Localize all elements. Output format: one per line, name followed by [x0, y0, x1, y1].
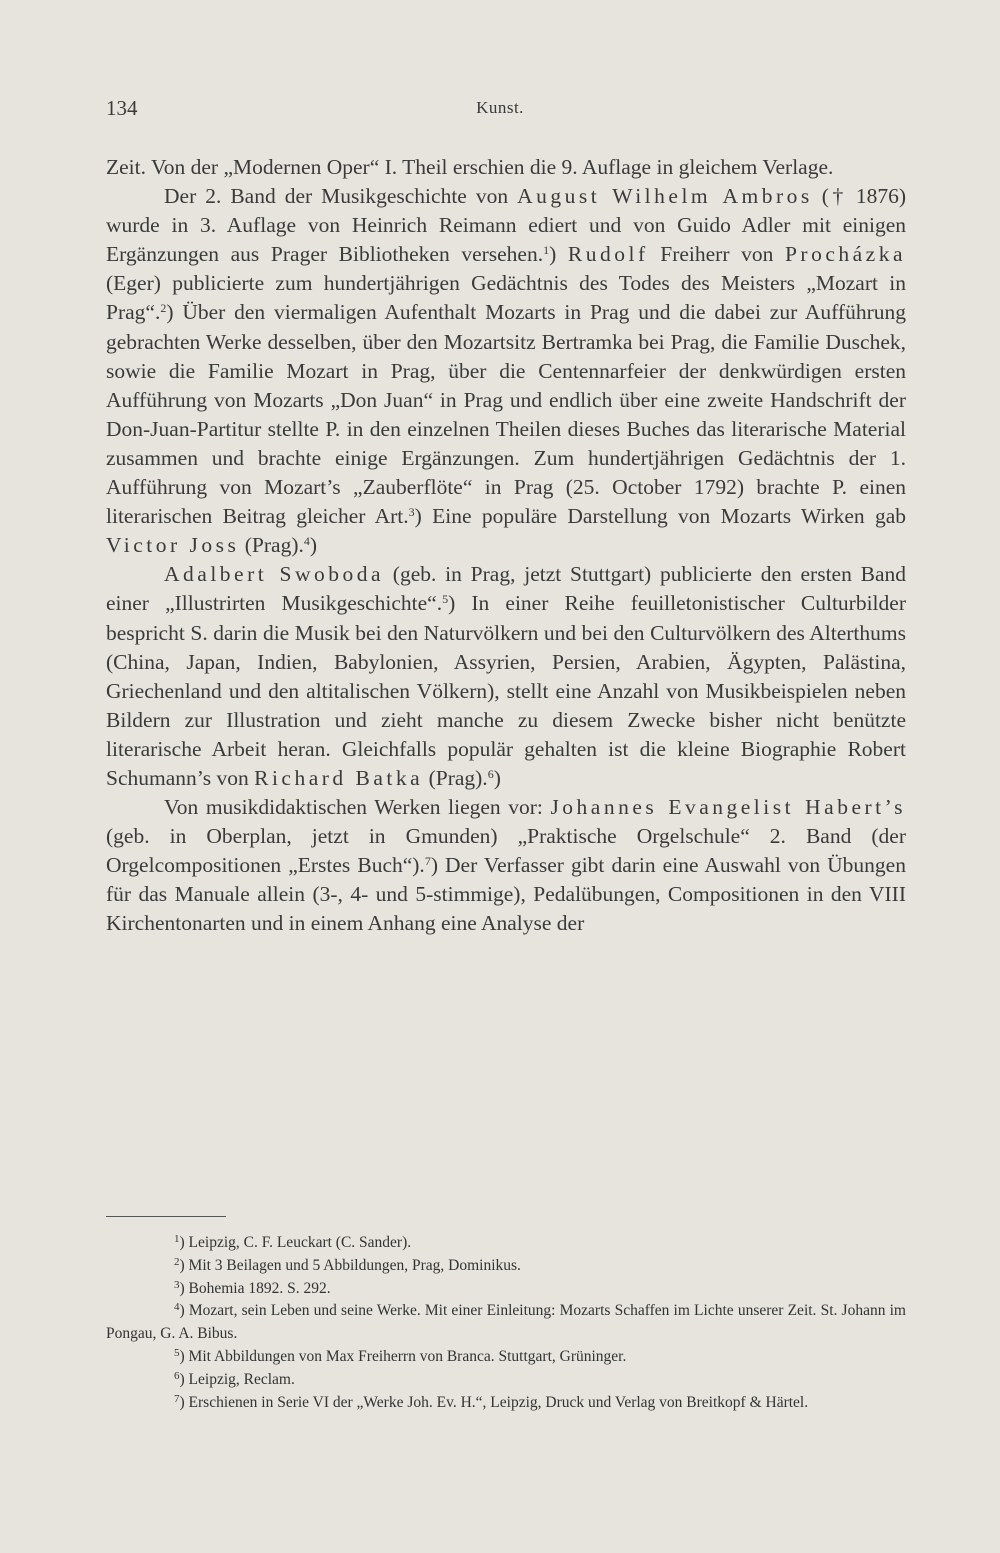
paragraph-text: (Eger) publicierte zum hundertjährigen Gedächtnis des Todes des Meisters „Mozart in Prag“. [106, 271, 906, 325]
person-name: Rudolf [567, 242, 649, 267]
footnote-mark: 7 [174, 1392, 180, 1405]
body-text [106, 153, 906, 939]
footnote-ref: 2 [160, 301, 167, 316]
paragraph-text: (Prag). [423, 765, 488, 790]
page-number: 134 [106, 96, 138, 120]
paragraph-text: Zeit. Von der „Modernen Oper“ I. Theil erschien die 9. Auflage in gleichem Verlage. [106, 155, 834, 179]
footnote-mark: 2 [174, 1255, 180, 1268]
footnote-ref: 7 [424, 854, 431, 869]
paragraph-text: ) [309, 533, 318, 558]
footnote-ref: 6 [487, 766, 494, 781]
paragraph-text: (geb. in Oberplan, jetzt in Gmunden) „Praktische Orgelschule“ 2. Band (der Orgelcompositionen „Erstes Buch“). [106, 824, 906, 878]
footnote-mark: 3 [174, 1278, 180, 1291]
footnote-mark: 6 [174, 1369, 180, 1382]
footnote-text: ) Mozart, sein Leben und seine Werke. Mit einer Einleitung: Mozarts Schaffen im Lichte unserer Zeit. St. Johann im Pongau, G. A. Bibus. [106, 1302, 906, 1343]
footnote-text: ) Leipzig, C. F. Leuckart (C. Sander). [179, 1234, 412, 1251]
paragraph-text: ) Über den viermaligen Aufenthalt Mozarts in Prag und die dabei zur Aufführung gebrachten Werke desselben, über den Mozartsitz Bertramka bei Prag, die Familie Duschek, sowie die Familie Mozart in Prag, über die Centennarfeier der denkwürdigen ersten Aufführung von Mozarts „Don Juan“ in Prag und endlich über eine zweite Handschrift der Don-Juan-Partitur stellte P. in den einzelnen Theilen dieses Buches das literarische Material zusammen und brachte einige Ergänzungen. Zum hundertjährigen Gedächtnis der 1. Aufführung von Mozart’s „Zauberflöte“ in Prag (25. October 1792) brachte P. einen literarischen Beitrag gleicher Art. [106, 300, 906, 529]
footnote-divider [106, 1216, 226, 1217]
footnote [106, 1255, 906, 1278]
person-name: Victor Joss [106, 533, 240, 558]
person-name: Richard Batka [254, 765, 424, 790]
footnote-mark: 1 [174, 1233, 180, 1245]
person-name: August Wilhelm Ambros [517, 184, 813, 209]
footnote [106, 1392, 906, 1415]
footnote-text: ) Erschienen in Serie VI der „Werke Joh. Ev. H.“, Leipzig, Druck und Verlag von Breitkopf & Härtel. [179, 1393, 809, 1411]
person-name: Adalbert Swoboda [164, 562, 385, 587]
paragraph-text: Von musikdidaktischen Werken liegen vor: [164, 795, 551, 820]
footnote-text: ) Mit Abbildungen von Max Freiherrn von Branca. Stuttgart, Grüninger. [179, 1347, 627, 1365]
footnote [106, 1278, 906, 1301]
footnote [106, 1232, 906, 1255]
paragraph [106, 793, 906, 938]
footnote-ref: 4 [303, 534, 310, 549]
paragraph [106, 182, 906, 560]
paragraph-text: Der 2. Band der Musikgeschichte von [164, 184, 518, 209]
paragraph-text: ) Der Verfasser gibt darin eine Auswahl von Übungen für das Manuale allein (3-, 4- und 5-stimmige), Pedalübungen, Compositionen in den VIII Kirchentonarten und in einem Anhang eine Analyse der [106, 853, 906, 936]
paragraph-text: (geb. in Prag, jetzt Stuttgart) publicierte den ersten Band einer „Illustrirten Musikgeschichte“. [106, 562, 907, 616]
person-name: Procházka [784, 242, 907, 267]
paragraph-text: Freiherr von [648, 242, 785, 267]
paragraph [106, 153, 906, 182]
running-head: Kunst. [476, 98, 524, 117]
footnote [106, 1300, 906, 1346]
paragraph-text: ) [549, 242, 568, 267]
footnote-text: ) Bohemia 1892. S. 292. [179, 1279, 331, 1297]
footnotes [106, 1232, 906, 1414]
paragraph-text: ) In einer Reihe feuilletonistischer Culturbilder bespricht S. darin die Musik bei den Naturvölkern und bei den Culturvölkern des Alterthums (China, Japan, Indien, Babylonien, Assyrien, Persien, Arabien, Ägypten, Palästina, Griechenland und den altitalischen Völkern), stellt eine Anzahl von Musikbeispielen neben Bildern zur Illustration und zieht manche zu diesem Zwecke bisher nicht benützte literarische Arbeit heran. Gleichfalls populär gehalten ist die kleine Biographie Robert Schumann’s von [106, 591, 906, 790]
footnote-mark: 4 [174, 1301, 180, 1314]
person-name: Johannes Evangelist Habert’s [550, 795, 906, 820]
paragraph-text: († 1876) wurde in 3. Auflage von Heinrich Reimann ediert und von Guido Adler mit einigen Ergänzungen aus Prager Bibliotheken versehen. [106, 184, 907, 267]
footnote-text: ) Leipzig, Reclam. [179, 1370, 295, 1388]
footnote-ref: 3 [408, 505, 415, 520]
paragraph-text: ) [493, 765, 501, 790]
paragraph-text: ) Eine populäre Darstellung von Mozarts Wirken gab [414, 504, 906, 529]
footnote-ref: 1 [543, 243, 550, 258]
footnote [106, 1369, 906, 1392]
footnote [106, 1346, 906, 1369]
paragraph-text: (Prag). [239, 533, 304, 558]
footnote-ref: 5 [442, 592, 449, 607]
footnote-mark: 5 [174, 1346, 180, 1359]
paragraph [106, 560, 906, 793]
footnote-text: ) Mit 3 Beilagen und 5 Abbildungen, Prag, Dominikus. [179, 1256, 521, 1274]
